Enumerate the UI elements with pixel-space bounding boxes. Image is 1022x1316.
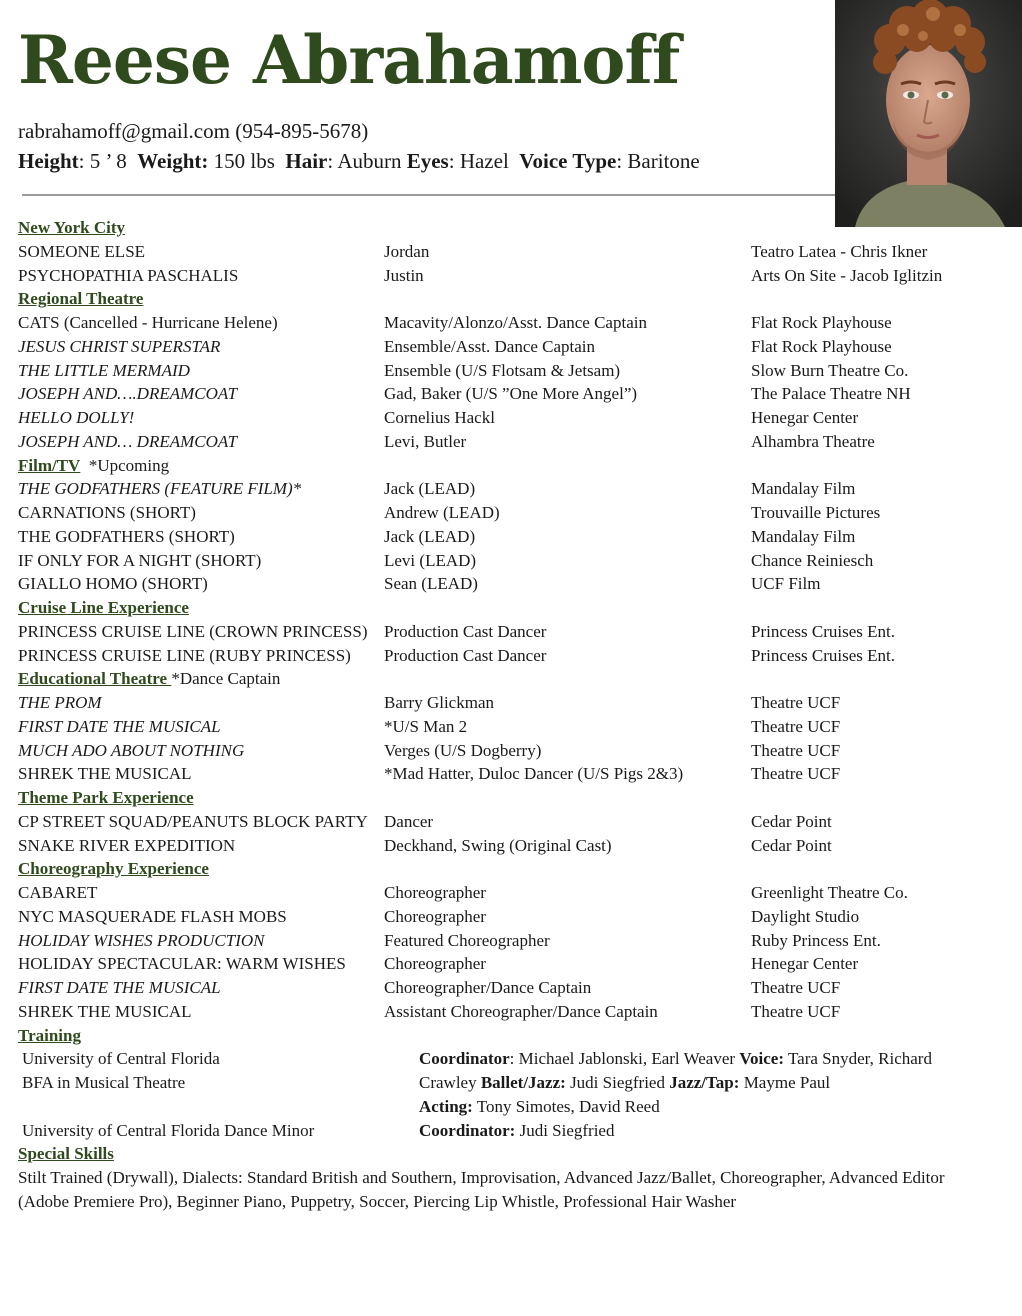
credit-show: CABARET (18, 883, 98, 902)
credit-role: Choreographer/Dance Captain (384, 978, 592, 997)
performer-name: Reese Abrahamoff (18, 21, 680, 99)
credit-row (18, 976, 1008, 1000)
section-note: *Dance Captain (171, 669, 281, 689)
training-minor: University of Central Florida Dance Minor (22, 1120, 315, 1140)
credit-role: Production Cast Dancer (384, 621, 547, 641)
credit-venue: Trouvaille Pictures (751, 503, 881, 522)
credit-show: JESUS CHRIST SUPERSTAR (18, 336, 221, 356)
credit-show: IF ONLY FOR A NIGHT (SHORT) (18, 550, 262, 570)
training-teachers (419, 1047, 979, 1142)
credit-show: CARNATIONS (SHORT) (18, 503, 196, 522)
credit-role: Verges (U/S Dogberry) (384, 740, 542, 760)
resume-body (18, 216, 1008, 1214)
credit-venue: Teatro Latea - Chris Ikner (751, 241, 928, 261)
credit-row (18, 644, 1008, 668)
credit-show: CP STREET SQUAD/PEANUTS BLOCK PARTY (18, 811, 368, 831)
credit-role: Gad, Baker (U/S ”One More Angel”) (384, 384, 638, 404)
teacher-label: Coordinator: (419, 1120, 516, 1140)
credit-row (18, 525, 1008, 549)
credit-row (18, 572, 1008, 596)
credit-venue: Arts On Site - Jacob Iglitzin (751, 265, 943, 285)
section-heading: Training (18, 1025, 81, 1045)
training-degree: BFA in Musical Theatre (22, 1073, 186, 1092)
stat-label: Weight: (137, 149, 209, 173)
stat-label: Hair (285, 149, 328, 173)
credit-row (18, 406, 1008, 430)
header-divider (22, 194, 836, 196)
credit-row (18, 1000, 1008, 1024)
credit-show: FIRST DATE THE MUSICAL (18, 978, 221, 997)
credit-show: HOLIDAY WISHES PRODUCTION (18, 930, 265, 950)
credit-venue: Cedar Point (751, 835, 832, 855)
credit-venue: Henegar Center (751, 408, 859, 427)
credit-row (18, 715, 1008, 739)
credit-venue: Alhambra Theatre (751, 431, 875, 451)
credit-row (18, 549, 1008, 573)
teacher-names: Tara Snyder, Richard Crawley (419, 1049, 932, 1092)
teacher-names: : Michael Jablonski, Earl Weaver (509, 1049, 740, 1069)
credit-row (18, 430, 1008, 454)
credit-show: SNAKE RIVER EXPEDITION (18, 835, 236, 855)
teacher-label: Acting: (419, 1096, 473, 1116)
credit-show: THE GODFATHERS (SHORT) (18, 526, 235, 546)
credit-role: Production Cast Dancer (384, 645, 547, 665)
credit-role: Choreographer (384, 883, 486, 902)
credit-role: Andrew (LEAD) (384, 503, 500, 522)
stat-label: Eyes (406, 149, 449, 173)
credit-row (18, 620, 1008, 644)
credit-venue: Theatre UCF (751, 764, 841, 784)
credit-venue: Chance Reiniesch (751, 550, 874, 570)
physical-stats (18, 147, 700, 175)
credit-role: Choreographer (384, 906, 486, 926)
teacher-label: Ballet/Jazz: (480, 1073, 566, 1092)
credit-role: Choreographer (384, 954, 486, 974)
credit-show: HOLIDAY SPECTACULAR: WARM WISHES (18, 954, 346, 974)
credit-venue: Flat Rock Playhouse (751, 336, 892, 356)
credit-show: THE LITTLE MERMAID (18, 360, 190, 380)
credit-venue: Slow Burn Theatre Co. (751, 360, 909, 380)
section-heading: Regional Theatre (18, 289, 144, 309)
credit-show: HELLO DOLLY! (18, 408, 135, 427)
credit-venue: Theatre UCF (751, 1001, 841, 1021)
section-heading: Choreography Experience (18, 859, 209, 879)
teacher-label: Coordinator (419, 1049, 510, 1069)
credit-show: PRINCESS CRUISE LINE (RUBY PRINCESS) (18, 645, 351, 665)
section-heading: Educational Theatre (18, 669, 172, 689)
credit-role: Dancer (384, 811, 434, 831)
credit-row (18, 335, 1008, 359)
credit-venue: UCF Film (751, 574, 821, 594)
section-heading: Theme Park Experience (18, 788, 194, 807)
section-heading: Film/TV (18, 455, 81, 475)
credit-venue: Ruby Princess Ent. (751, 930, 881, 950)
credit-role: Levi (LEAD) (384, 550, 477, 570)
credit-show: MUCH ADO ABOUT NOTHING (18, 740, 245, 760)
credit-row (18, 264, 1008, 288)
stat-label: Voice Type (519, 149, 617, 173)
training-block (18, 1047, 1008, 1142)
credit-venue: Theatre UCF (751, 716, 841, 736)
teacher-names: Tony Simotes, David Reed (472, 1096, 660, 1116)
teacher-names: Judi Siegfried (515, 1120, 615, 1140)
credit-role: Assistant Choreographer/Dance Captain (384, 1001, 658, 1021)
section-heading: Special Skills (18, 1144, 114, 1164)
credit-venue: Cedar Point (751, 811, 832, 831)
credit-role: Sean (LEAD) (384, 574, 478, 594)
credit-show: PRINCESS CRUISE LINE (CROWN PRINCESS) (18, 621, 368, 641)
credit-venue: Theatre UCF (751, 693, 841, 712)
credit-role: *Mad Hatter, Duloc Dancer (U/S Pigs 2&3) (384, 764, 684, 784)
credit-role: Macavity/Alonzo/Asst. Dance Captain (384, 313, 647, 332)
credit-venue: The Palace Theatre NH (751, 384, 911, 404)
training-school: University of Central Florida (22, 1049, 220, 1069)
contact-line (18, 117, 368, 145)
credit-role: Featured Choreographer (384, 930, 550, 950)
credit-row (18, 739, 1008, 763)
credit-show: THE GODFATHERS (FEATURE FILM)* (18, 479, 302, 499)
teacher-names: Judi Siegfried (565, 1073, 670, 1092)
credit-show: JOSEPH AND….DREAMCOAT (18, 384, 238, 404)
credit-row (18, 810, 1008, 834)
teacher-label: Voice: (739, 1049, 785, 1069)
credit-show: SOMEONE ELSE (18, 241, 146, 261)
credit-row (18, 240, 1008, 264)
credit-row (18, 501, 1008, 525)
credit-role: Cornelius Hackl (384, 408, 495, 427)
credit-venue: Daylight Studio (751, 906, 860, 926)
credit-role: Ensemble/Asst. Dance Captain (384, 336, 596, 356)
stat-value: : Baritone (616, 149, 700, 173)
credit-venue: Princess Cruises Ent. (751, 645, 896, 665)
credit-role: *U/S Man 2 (384, 716, 468, 736)
credit-row (18, 691, 1008, 715)
credit-row (18, 929, 1008, 953)
credit-row (18, 881, 1008, 905)
credit-row (18, 477, 1008, 501)
credit-role: Deckhand, Swing (Original Cast) (384, 835, 612, 855)
credit-venue: Theatre UCF (751, 740, 841, 760)
credit-row (18, 834, 1008, 858)
credit-venue: Theatre UCF (751, 978, 841, 997)
special-skills-text: Stilt Trained (Drywall), Dialects: Standard British and Southern, Improvisation, Advanced Jazz/Ballet, Choreographer, Advanced Editor (Adobe Premiere Pro), Beginner Piano, Puppetry, Soccer, Piercing Lip Whistle, Professional Hair Washer (18, 1168, 945, 1211)
credit-role: Justin (384, 265, 424, 285)
section-heading: Cruise Line Experience (18, 598, 189, 617)
credit-show: CATS (Cancelled - Hurricane Helene) (18, 313, 278, 332)
credit-row (18, 952, 1008, 976)
credit-show: FIRST DATE THE MUSICAL (18, 716, 221, 736)
credit-show: NYC MASQUERADE FLASH MOBS (18, 906, 287, 926)
credit-role: Ensemble (U/S Flotsam & Jetsam) (384, 360, 621, 380)
credit-show: SHREK THE MUSICAL (18, 764, 192, 784)
credit-role: Barry Glickman (384, 693, 494, 712)
credit-show: JOSEPH AND… DREAMCOAT (18, 431, 238, 451)
credit-role: Jordan (384, 241, 430, 261)
phone: (954-895-5678) (235, 119, 369, 143)
stat-value: : Auburn (327, 149, 402, 173)
email: rabrahamoff@gmail.com (18, 119, 230, 143)
credit-venue: Henegar Center (751, 954, 859, 974)
section-note: *Upcoming (88, 455, 170, 475)
credit-venue: Princess Cruises Ent. (751, 621, 896, 641)
teacher-label: Jazz/Tap: (669, 1073, 740, 1092)
stat-value: : Hazel (448, 149, 509, 173)
credit-venue: Flat Rock Playhouse (751, 313, 892, 332)
credit-show: THE PROM (18, 693, 102, 712)
credit-role: Jack (LEAD) (384, 479, 476, 499)
credit-row (18, 382, 1008, 406)
credit-row (18, 905, 1008, 929)
credit-show: SHREK THE MUSICAL (18, 1001, 192, 1021)
credit-row (18, 311, 1008, 335)
credit-row (18, 762, 1008, 786)
teacher-names: Mayme Paul (739, 1073, 831, 1092)
credit-show: PSYCHOPATHIA PASCHALIS (18, 265, 239, 285)
stat-value: : 5 ’ 8 (78, 149, 127, 173)
credit-row (18, 359, 1008, 383)
credit-venue: Mandalay Film (751, 526, 856, 546)
headshot-photo (835, 0, 1022, 227)
credit-venue: Greenlight Theatre Co. (751, 883, 908, 902)
stat-value: 150 lbs (208, 149, 275, 173)
credit-venue: Mandalay Film (751, 479, 856, 499)
stat-label: Height (18, 149, 79, 173)
credit-role: Jack (LEAD) (384, 526, 476, 546)
credit-show: GIALLO HOMO (SHORT) (18, 574, 208, 594)
credit-role: Levi, Butler (384, 431, 467, 451)
section-heading: New York City (18, 218, 126, 237)
